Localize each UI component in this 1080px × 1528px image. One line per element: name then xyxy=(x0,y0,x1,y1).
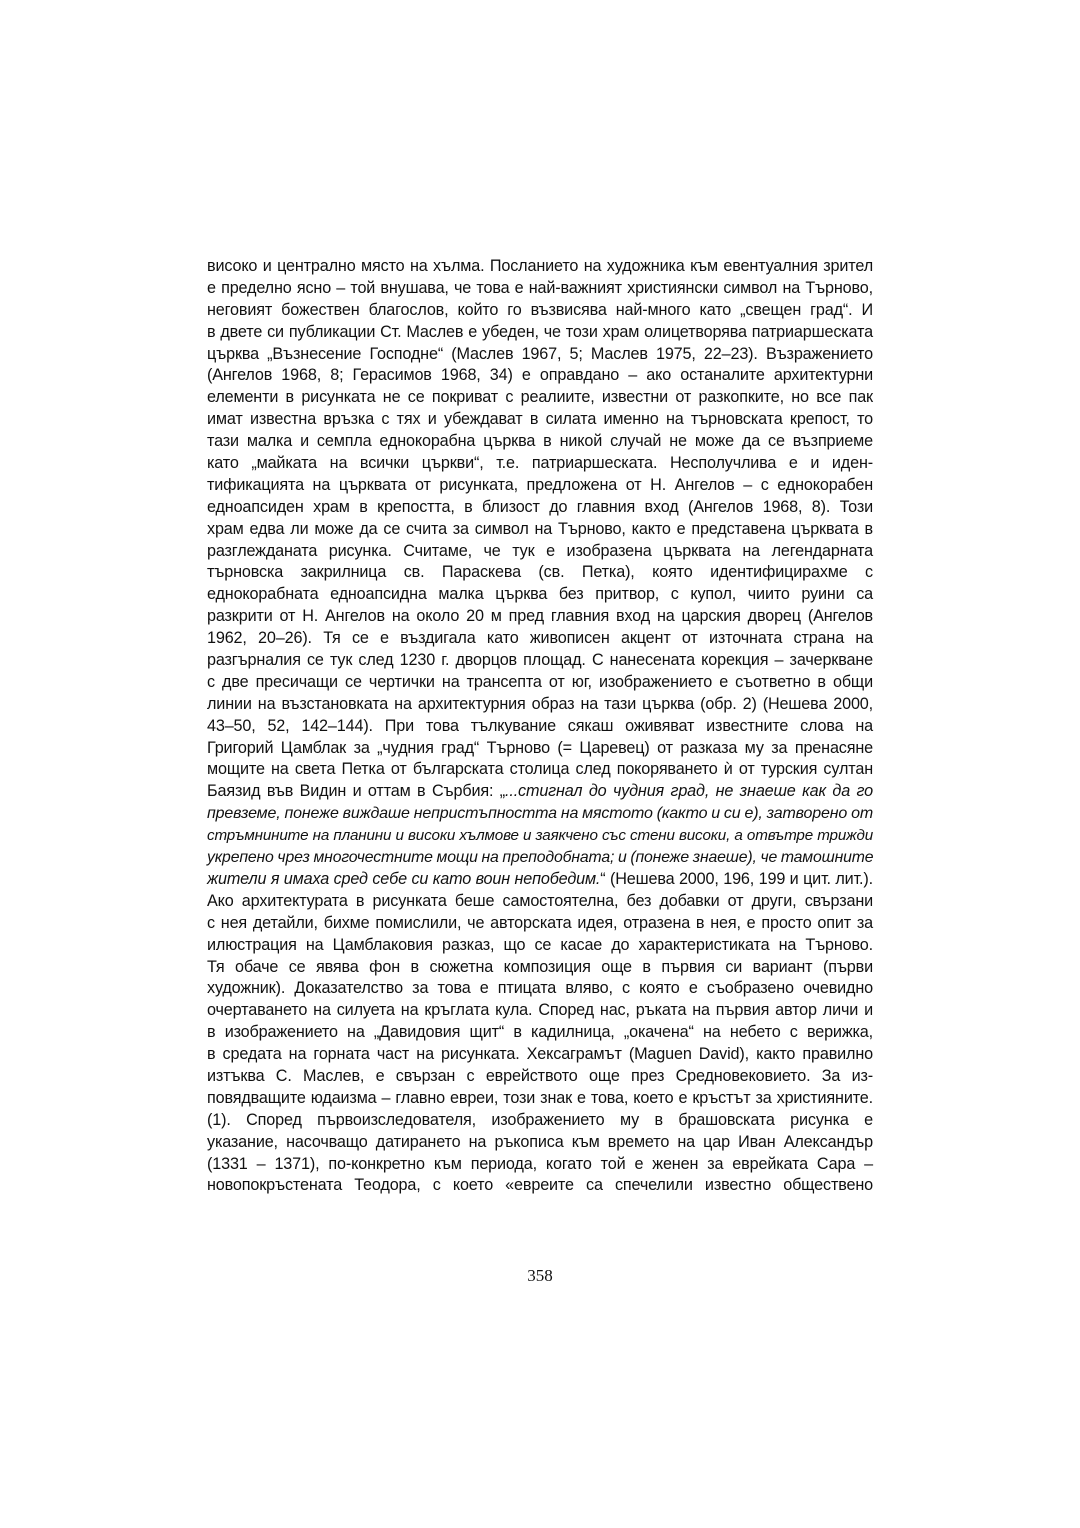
text-line: еднокорабната едноапсидна малка църква без притвор, с купол, чиито руини са xyxy=(207,585,873,604)
text-line: разглежданата рисунка. Считаме, че тук е изобразена църквата на легендарната xyxy=(207,541,873,560)
text-line: (1331 – 1371), по-конкретно към периода, когато той е женен за еврейката Сара – xyxy=(207,1154,873,1173)
text-line: в изображението на „Давидовия щит“ в кадилница, „окачена“ на небето с верижка, xyxy=(207,1023,873,1042)
text-line: Ако архитектурата в рисунката беше самостоятелна, без добавки от други, свързани xyxy=(207,891,873,910)
text-line: с нея детайли, бихме помислили, че авторската идея, отразена в нея, е просто опит за xyxy=(207,913,873,932)
quote-italic: ...стигнал до чудния град, не знаеше как да го xyxy=(505,782,874,801)
quote-italic: превземе, понеже виждаше непристъпността на мястото (както и си е), затворено от xyxy=(207,805,873,823)
text-line: Тя обаче се явява фон в сюжетна композиция още в първия си вариант (първи xyxy=(207,957,873,976)
text-line: тази малка и семпла еднокорабна църква в никой случай не може да се възприеме xyxy=(207,432,873,451)
quote-line xyxy=(207,803,873,825)
text-line: елементи в рисунката не се покриват с реалиите, известни от разкопките, но все пак xyxy=(207,388,873,407)
quote-line xyxy=(207,847,873,869)
text-line: е пределно ясно – той внушава, че това е най-важният християнски символ на Търново, xyxy=(207,278,873,297)
text-line: очертаването на силуета на кръглата кула. Според нас, ръката на първия автор личи и xyxy=(207,1001,873,1020)
text-line: храм едва ли може да се счита за символ на Търново, както е представена църквата в xyxy=(207,519,873,538)
text-line: Григорий Цамблак за „чудния град“ Търново (= Царевец) от разказа му за пренасяне xyxy=(207,738,873,757)
text-line: разкрити от Н. Ангелов на около 20 м пред главния вход на царския дворец (Ангелов xyxy=(207,607,873,626)
text-line: художник). Доказателство за това е птицата вляво, с която е съобразено очевидно xyxy=(207,979,873,998)
text-line: мощите на света Петка от българската столица след покоряването ѝ от турския султан xyxy=(207,760,873,779)
text-line: илюстрация на Цамблаковия разказ, що се касае до характеристиката на Търново. xyxy=(207,935,873,954)
text-line: в двете си публикации Ст. Маслев е убеден, че този храм олицетворява патриаршеската xyxy=(207,322,873,341)
quote-line xyxy=(207,781,873,803)
text-line: разгърналия се тук след 1230 г. дворцов площад. С нанесената корекция – зачеркване xyxy=(207,651,873,670)
text-line: като „майката на всички църкви“, т.е. патриаршеската. Несполучлива е и иден- xyxy=(207,454,873,473)
text-line: неговият божествен благослов, който го възвисява най-много като „свещен град“. И xyxy=(207,300,873,319)
quote-text: Баязид във Видин и оттам в Сърбия: „ xyxy=(207,782,505,801)
text-line: търновска закрилница св. Параскева (св. Петка), която идентифицирахме с xyxy=(207,563,873,582)
quote-text: “ (Нешева 2000, 196, 199 и цит. лит.). xyxy=(600,869,873,888)
text-line: тификацията на църквата от рисунката, предложена от Н. Ангелов – с еднокорабен xyxy=(207,475,873,494)
text-line: 43–50, 52, 142–144). При това тълкувание сякаш оживяват известните слова на xyxy=(207,716,873,735)
text-line: високо и централно място на хълма. Посланието на художника към евентуалния зрител xyxy=(207,257,873,275)
text-line: 1962, 20–26). Тя се е въздигала като живописен акцент от източната страна на xyxy=(207,629,873,648)
text-line: в средата на горната част на рисунката. Хексаграмът (Maguen David), както правилно xyxy=(207,1045,873,1064)
text-line: повядващите юдаизма – главно евреи, този знак е това, което е кръстът за християните. xyxy=(207,1088,873,1107)
text-line: линии на възстановката на архитектурния образ на тази църква (обр. 2) (Нешева 2000, xyxy=(207,694,873,713)
quote-italic: жители я имаха сред себе си като воин непобедим. xyxy=(207,869,601,888)
text-line: едноапсиден храм в крепостта, в близост до главния вход (Ангелов 1968, 8). Този xyxy=(207,497,873,516)
quote-line xyxy=(207,825,873,847)
text-line: с две пресичащи се чертички на трансепта от юг, изображението е съответно в общи xyxy=(207,672,873,691)
text-line: изтъква С. Маслев, е свързан с еврейството още през Средновековието. За из- xyxy=(207,1066,873,1085)
text-line: указание, насочващо датирането на ръкописа към времето на цар Иван Александър xyxy=(207,1132,873,1151)
quote-line xyxy=(207,869,873,891)
text-line: (1). Според първоизследователя, изображението му в брашовската рисунка е xyxy=(207,1110,873,1129)
text-line: новопокръстената Теодора, с което «евреите са спечелили известно обществено xyxy=(207,1176,873,1195)
text-line: имат известна връзка с тях и убеждават в силата именно на търновската крепост, то xyxy=(207,410,873,429)
body-text xyxy=(207,256,873,1197)
text-line: (Ангелов 1968, 8; Герасимов 1968, 34) е оправдано – ако останалите архитектурни xyxy=(207,366,873,385)
text-line: църква „Възнесение Господне“ (Маслев 1967, 5; Маслев 1975, 22–23). Възражението xyxy=(207,344,873,363)
page-number: 358 xyxy=(527,1266,553,1285)
quote-italic: стръмнините на планини и високи хълмове и заякчено със стени високи, а отвътре трижди xyxy=(207,827,873,845)
quote-italic: укрепено чрез многочестните мощи на преподобната; и (понеже знаеше), че тамошните xyxy=(207,849,874,867)
